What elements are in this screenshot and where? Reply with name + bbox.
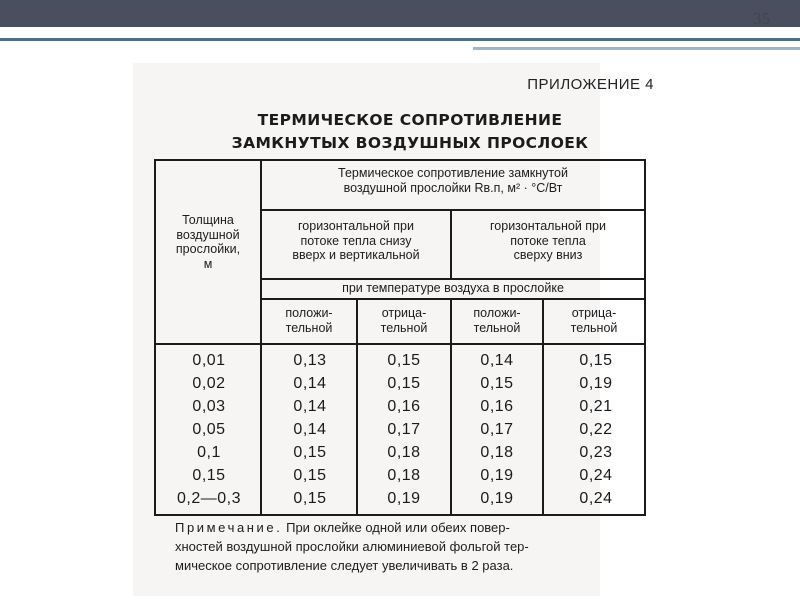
cell-thickness: 0,15 xyxy=(192,467,226,484)
cell-thickness: 0,2—0,3 xyxy=(177,490,241,507)
slide-header-rule xyxy=(0,38,800,41)
appendix-label: ПРИЛОЖЕНИЕ 4 xyxy=(527,76,654,93)
cell-up-negative: 0,18 xyxy=(387,444,421,461)
header-positive-1: положи- тельной xyxy=(285,306,333,335)
header-temperature: при температуре воздуха в прослойке xyxy=(342,281,564,295)
slide-number: 35 xyxy=(753,9,770,28)
cell-thickness: 0,02 xyxy=(192,375,226,392)
cell-down-positive: 0,14 xyxy=(480,352,514,369)
cell-down-negative: 0,24 xyxy=(579,467,613,484)
cell-down-negative: 0,24 xyxy=(579,490,613,507)
cell-up-negative: 0,18 xyxy=(387,467,421,484)
cell-up-negative: 0,17 xyxy=(387,421,421,438)
note-line-1 xyxy=(175,518,645,537)
cell-down-negative: 0,23 xyxy=(579,444,613,461)
cell-up-negative: 0,15 xyxy=(387,375,421,392)
note-label: Примечание. xyxy=(175,520,283,535)
cell-thickness: 0,03 xyxy=(192,398,226,415)
cell-up-positive: 0,15 xyxy=(293,444,327,461)
cell-up-positive: 0,13 xyxy=(293,352,327,369)
table-note xyxy=(175,518,645,575)
table-row xyxy=(156,441,644,464)
resistance-table xyxy=(154,159,646,516)
grid-line xyxy=(262,278,644,280)
cell-thickness: 0,1 xyxy=(197,444,221,461)
cell-down-positive: 0,19 xyxy=(480,467,514,484)
cell-up-negative: 0,19 xyxy=(387,490,421,507)
note-line-3: мическое сопротивление следует увеличивать в 2 раза. xyxy=(175,558,514,573)
header-horizontal-up: горизонтальной при потоке тепла снизу вверх и вертикальной xyxy=(292,219,420,262)
cell-up-positive: 0,14 xyxy=(293,421,327,438)
cell-up-positive: 0,14 xyxy=(293,398,327,415)
cell-down-positive: 0,19 xyxy=(480,490,514,507)
cell-down-positive: 0,16 xyxy=(480,398,514,415)
cell-down-negative: 0,22 xyxy=(579,421,613,438)
header-thickness: Толщина воздушной прослойки, м xyxy=(175,213,241,271)
cell-down-positive: 0,17 xyxy=(480,421,514,438)
table-row xyxy=(156,487,644,510)
table-row xyxy=(156,372,644,395)
cell-up-negative: 0,15 xyxy=(387,352,421,369)
table-row xyxy=(156,464,644,487)
cell-thickness: 0,01 xyxy=(192,352,226,369)
table-row xyxy=(156,395,644,418)
cell-up-positive: 0,15 xyxy=(293,490,327,507)
document-title xyxy=(190,109,630,155)
grid-line xyxy=(262,298,644,300)
note-text-1: При оклейке одной или обеих повер- xyxy=(286,520,510,535)
title-line-1: ТЕРМИЧЕСКОЕ СОПРОТИВЛЕНИЕ xyxy=(257,111,563,129)
header-negative-1: отрица- тельной xyxy=(380,306,428,335)
table-row xyxy=(156,349,644,372)
title-line-2: ЗАМКНУТЫХ ВОЗДУШНЫХ ПРОСЛОЕК xyxy=(231,134,589,152)
header-horizontal-down: горизонтальной при потоке тепла сверху вниз xyxy=(490,219,606,262)
table-row xyxy=(156,418,644,441)
header-negative-2: отрица- тельной xyxy=(570,306,618,335)
cell-down-negative: 0,19 xyxy=(579,375,613,392)
slide-top-bar xyxy=(0,0,800,27)
cell-up-negative: 0,16 xyxy=(387,398,421,415)
cell-down-positive: 0,15 xyxy=(480,375,514,392)
cell-up-positive: 0,14 xyxy=(293,375,327,392)
cell-up-positive: 0,15 xyxy=(293,467,327,484)
grid-line xyxy=(262,209,644,211)
grid-line xyxy=(156,343,644,345)
cell-down-negative: 0,15 xyxy=(579,352,613,369)
slide-header-accent-rule xyxy=(473,47,800,50)
header-positive-2: положи- тельной xyxy=(473,306,521,335)
cell-down-negative: 0,21 xyxy=(579,398,613,415)
cell-thickness: 0,05 xyxy=(192,421,226,438)
header-resistance: Термическое сопротивление замкнутой воздушной прослойки Rв.п, м² · °С/Вт xyxy=(338,166,568,195)
note-line-2: хностей воздушной прослойки алюминиевой фольгой тер- xyxy=(175,539,529,554)
cell-down-positive: 0,18 xyxy=(480,444,514,461)
